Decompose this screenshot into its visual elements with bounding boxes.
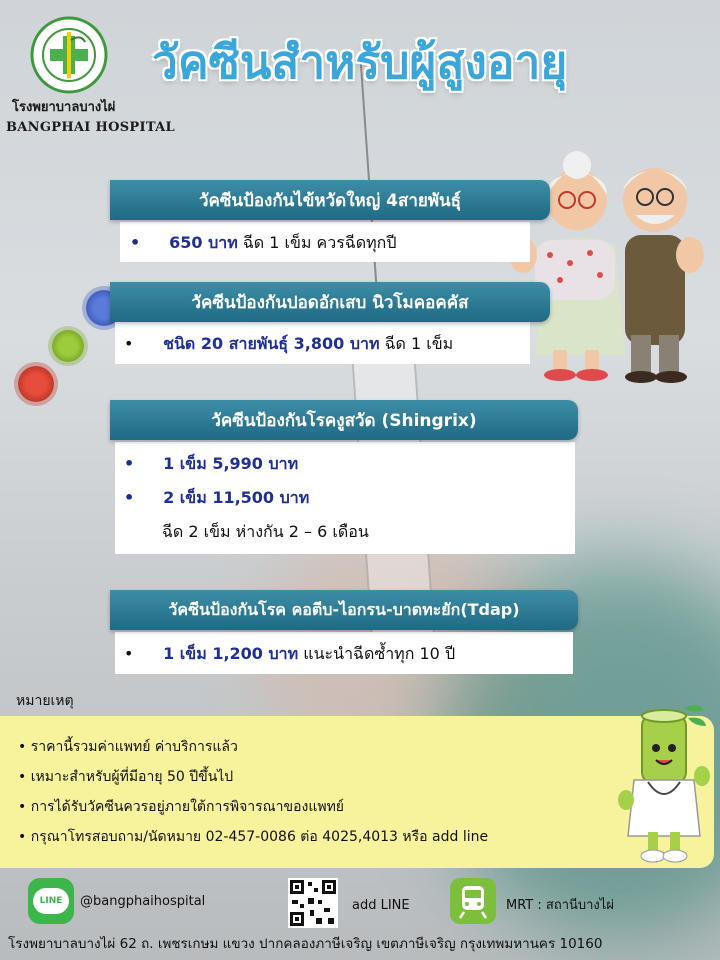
note-text: ราคานี้รวมค่าแพทย์ ค่าบริการแล้ว (30, 739, 238, 755)
vaccine-title-pneumococcal: วัคซีนป้องกันปอดอักเสบ นิวโมคอคคัส (110, 282, 550, 322)
detail-text: ฉีด 1 เข็ม (384, 334, 454, 353)
mrt-station-text: MRT : สถานีบางไผ่ (506, 898, 614, 913)
bullet: • (124, 488, 135, 507)
vaccine-line-tdap (124, 642, 455, 667)
line-app-icon[interactable] (28, 878, 74, 924)
vaccine-line-pneumococcal (124, 332, 453, 357)
vaccine-title-shingles: วัคซีนป้องกันโรคงูสวัด (Shingrix) (110, 400, 578, 440)
price-text: 1 เข็ม 5,990 บาท (163, 454, 299, 473)
detail-text: ฉีด 1 เข็ม ควรฉีดทุกปี (242, 233, 397, 252)
train-icon (450, 878, 496, 924)
bamboo-doctor-mascot (612, 700, 712, 870)
vaccine-line-shingles-2 (124, 486, 309, 511)
bullet: • (124, 644, 134, 663)
line-id-text[interactable]: @bangphaihospital (80, 894, 206, 909)
note-item: • ราคานี้รวมค่าแพทย์ ค่าบริการแล้ว (18, 739, 238, 755)
vaccine-title-tdap: วัคซีนป้องกันโรค คอตีบ-ไอกรน-บาดทะยัก(Tdap) (110, 590, 578, 630)
note-item: • กรุณาโทรสอบถาม/นัดหมาย 02-457-0086 ต่อ 4025,4013 หรือ add line (18, 829, 489, 845)
hospital-name-en: BANGPHAI HOSPITAL (6, 120, 175, 135)
hospital-name-th: โรงพยาบาลบางไผ่ (12, 100, 116, 115)
vaccine-title-flu: วัคซีนป้องกันไข้หวัดใหญ่ 4สายพันธุ์ (110, 180, 550, 220)
bullet: • (124, 454, 135, 473)
qr-code-icon[interactable] (288, 878, 338, 928)
detail-text: แนะนำฉีดซ้ำทุก 10 ปี (303, 644, 456, 663)
bullet: • (130, 233, 141, 252)
page-title: วัคซีนสำหรับผู้สูงอายุ (152, 35, 568, 89)
qr-caption: add LINE (352, 898, 410, 913)
vaccine-line-flu (130, 231, 396, 256)
note-text: กรุณาโทรสอบถาม/นัดหมาย 02-457-0086 ต่อ 4025,4013 หรือ add line (30, 829, 489, 845)
price-text: 2 เข็ม 11,500 บาท (163, 488, 310, 507)
note-text: เหมาะสำหรับผู้ที่มีอายุ 50 ปีขึ้นไป (30, 769, 234, 785)
price-text: ชนิด 20 สายพันธุ์ 3,800 บาท (163, 334, 380, 353)
hospital-logo-icon (30, 16, 108, 94)
virus-icon (18, 366, 54, 402)
bullet: • (124, 334, 134, 353)
note-item: • การได้รับวัคซีนควรอยู่ภายใต้การพิจารณาของแพทย์ (18, 799, 345, 815)
notes-heading: หมายเหตุ (16, 693, 74, 709)
vaccine-line-shingles-1 (124, 452, 298, 477)
notes-box (0, 716, 714, 868)
note-text: การได้รับวัคซีนควรอยู่ภายใต้การพิจารณาของแพทย์ (30, 799, 345, 815)
virus-icon (52, 330, 84, 362)
price-text: 1 เข็ม 1,200 บาท (163, 644, 299, 663)
vaccine-note-shingles: ฉีด 2 เข็ม ห่างกัน 2 – 6 เดือน (162, 522, 369, 541)
address-text: โรงพยาบาลบางไผ่ 62 ถ. เพชรเกษม แขวง ปากคลองภาษีเจริญ เขตภาษีเจริญ กรุงเทพมหานคร 10160 (8, 936, 603, 952)
note-item: • เหมาะสำหรับผู้ที่มีอายุ 50 ปีขึ้นไป (18, 769, 234, 785)
line-icon-bubble: LINE (33, 888, 69, 914)
price-text: 650 บาท (169, 233, 238, 252)
